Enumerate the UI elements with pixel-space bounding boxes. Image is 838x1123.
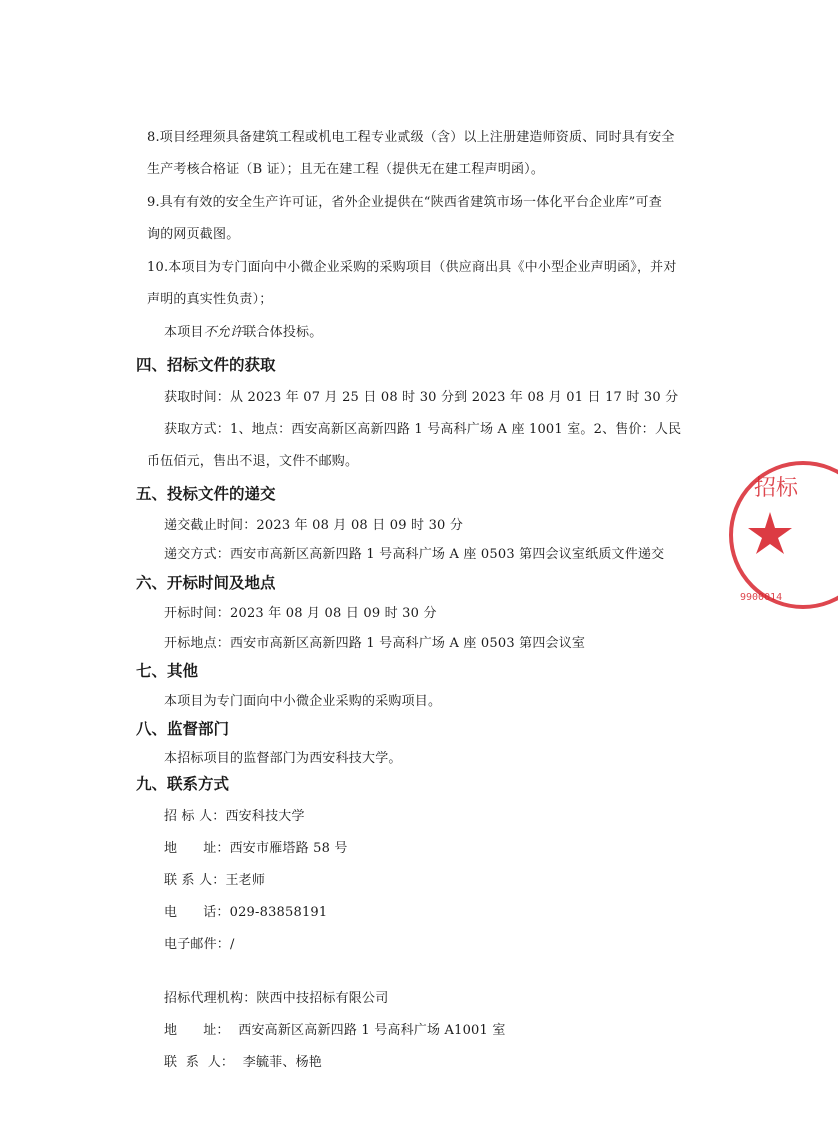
requirement-9-line-2: 询的网页截图。 <box>147 227 240 242</box>
sec4-acquire-method-line-2: 币伍佰元，售出不退，文件不邮购。 <box>147 454 359 469</box>
sec8-text: 本招标项目的监督部门为西安科技大学。 <box>164 751 402 766</box>
requirement-10-line-1: 10.本项目为专门面向中小微企业采购的采购项目（供应商出具《中小型企业声明函》，并对 <box>147 260 677 275</box>
requirement-9-line-1: 9.具有有效的安全生产许可证，省外企业提供在“陕西省建筑市场一体化平台企业库”可查 <box>147 195 662 210</box>
agency-address: 地 址： 西安高新区高新四路 1 号高科广场 A1001 室 <box>164 1023 506 1038</box>
requirement-8-line-2: 生产考核合格证（B 证）；且无在建工程（提供无在建工程声明函）。 <box>147 162 545 177</box>
sec6-open-place: 开标地点：西安市高新区高新四路 1 号高科广场 A 座 0503 第四会议室 <box>164 636 586 651</box>
sec4-acquire-method-line-1: 获取方式：1、地点：西安高新区高新四路 1 号高科广场 A 座 1001 室。2、售价：人民 <box>164 422 682 437</box>
contact-tenderer: 招 标 人：西安科技大学 <box>164 809 305 824</box>
requirement-8-line-1: 8.项目经理须具备建筑工程或机电工程专业贰级（含）以上注册建造师资质、同时具有安全 <box>147 130 675 145</box>
svg-text:9900014: 9900014 <box>740 592 783 603</box>
svg-text:招标: 招标 <box>754 476 799 501</box>
sec6-open-time: 开标时间：2023 年 08 月 08 日 09 时 30 分 <box>164 606 437 621</box>
sec5-submit-method: 递交方式：西安市高新区高新四路 1 号高科广场 A 座 0503 第四会议室纸质文件递交 <box>164 547 665 562</box>
contact-address: 地 址：西安市雁塔路 58 号 <box>164 841 348 856</box>
section-4-heading: 四、招标文件的获取 <box>136 356 276 374</box>
section-6-heading: 六、开标时间及地点 <box>136 574 276 592</box>
joint-bid-statement <box>164 324 322 342</box>
agency-contact: 联 系 人： 李毓菲、杨艳 <box>164 1055 322 1070</box>
requirement-10-line-2: 声明的真实性负责）； <box>147 292 273 307</box>
company-seal <box>718 450 838 620</box>
section-7-heading: 七、其他 <box>136 662 199 680</box>
joint-bid-not-allowed: 不允许 <box>203 325 244 340</box>
agency-name: 招标代理机构：陕西中技招标有限公司 <box>164 991 389 1006</box>
section-5-heading: 五、投标文件的递交 <box>136 485 276 503</box>
contact-phone: 电 话：029-83858191 <box>164 905 328 920</box>
contact-person: 联 系 人：王老师 <box>164 873 266 888</box>
joint-bid-prefix: 本项目 <box>164 325 204 340</box>
sec5-deadline: 递交截止时间：2023 年 08 月 08 日 09 时 30 分 <box>164 518 464 533</box>
section-8-heading: 八、监督部门 <box>136 720 230 738</box>
contact-email: 电子邮件：/ <box>164 937 235 952</box>
section-9-heading: 九、联系方式 <box>136 775 230 793</box>
joint-bid-suffix: 联合体投标。 <box>243 325 323 340</box>
sec4-acquire-time: 获取时间：从 2023 年 07 月 25 日 08 时 30 分到 2023 年 08 月 01 日 17 时 30 分 <box>164 390 679 405</box>
sec7-text: 本项目为专门面向中小微企业采购的采购项目。 <box>164 694 442 709</box>
